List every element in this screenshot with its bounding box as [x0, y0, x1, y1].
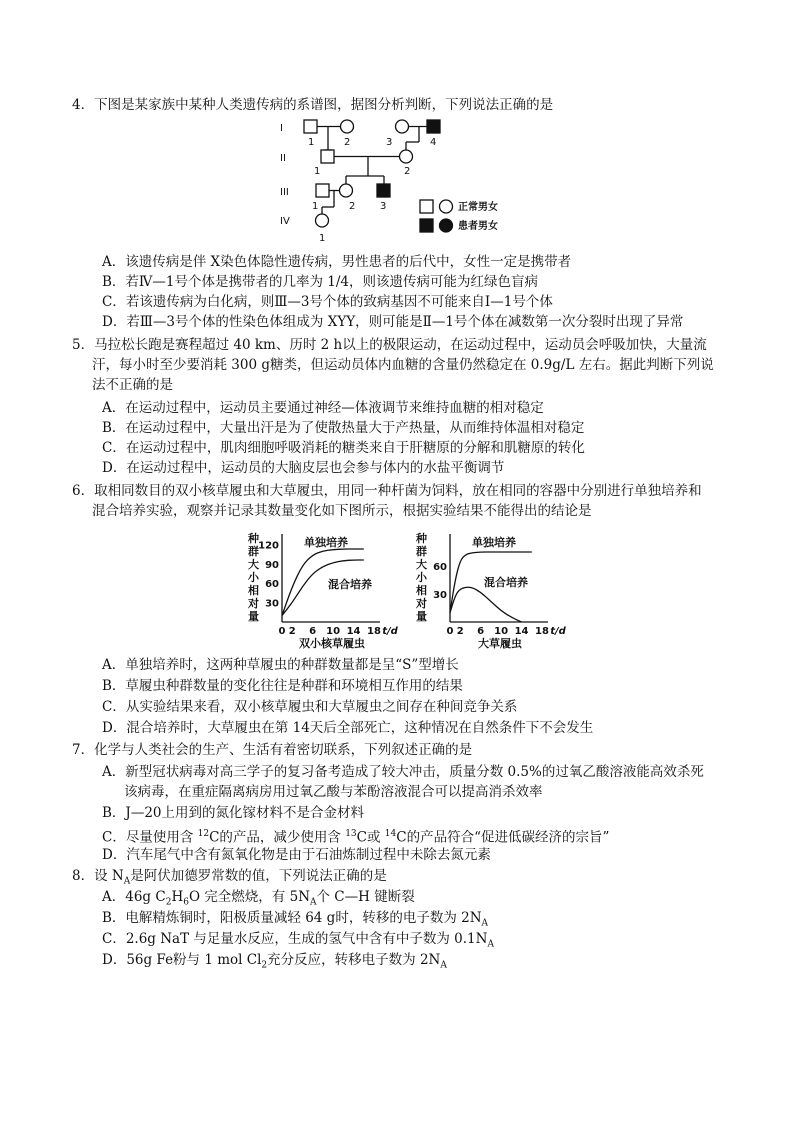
num-II2: 2: [404, 166, 411, 177]
q8-a-t1: A．46g C: [102, 889, 166, 905]
num-I1: 1: [308, 137, 315, 148]
chart-title: 双小核草履虫: [299, 637, 365, 650]
x-tick-label: 0: [446, 626, 454, 637]
x-axis-label: t/d: [550, 626, 566, 637]
legend-normal: 正常男女: [458, 202, 498, 213]
series-label: 单独培养: [304, 536, 348, 549]
q5-option-c: C．在运动过程中，肌肉细胞呼吸消耗的糖类来自于肝糖原的分解和肌糖原的转化: [102, 440, 585, 456]
y-axis-label-char: 对: [248, 597, 259, 610]
q8-stem-text-2: 是阿伏加德罗常数的值，下列说法正确的是: [130, 868, 387, 884]
q7-option-d: D．汽车尾气中含有氮氧化物是由于石油炼制过程中未除去氮元素: [102, 847, 491, 863]
q4-option-d: D．若Ⅲ—3号个体的性染色体组成为 XYY，则可能是Ⅱ—1号个体在减数第一次分裂时出现了异常: [102, 314, 684, 330]
q4-option-a: A．该遗传病是伴 X染色体隐性遗传病，男性患者的后代中，女性一定是携带者: [102, 254, 572, 270]
x-axis-label: t/d: [382, 626, 398, 637]
x-tick-label: 2: [456, 626, 464, 637]
q6-stem-line-2: 混合培养实验，观察并记录其数量变化如下图所示，根据实验结果不能得出的结论是: [92, 503, 592, 519]
pedigree-chart: [276, 112, 516, 248]
num-III1: 1: [312, 201, 319, 212]
q7-c-text-3: C或: [356, 829, 385, 846]
q8-b-s1: A: [481, 918, 489, 929]
y-axis-label-char: 群: [416, 545, 427, 558]
gen-label-2: II: [280, 153, 286, 164]
q7-c-text-1: C．尽量使用含: [102, 829, 198, 846]
y-tick-label: 30: [433, 590, 447, 601]
q8-c-t1: C．2.6g NaT 与足量水反应，生成的氢气中含有中子数为 0.1N: [102, 931, 488, 947]
q6-option-a: A．单独培养时，这两种草履虫的种群数量都是呈“S”型增长: [102, 657, 459, 673]
q8-d-s1: 2: [261, 960, 268, 971]
x-tick-label: 10: [326, 626, 341, 637]
y-axis-label-char: 种: [416, 532, 427, 545]
y-axis-label-char: 大: [248, 558, 259, 571]
series-label: 混合培养: [484, 576, 528, 589]
num-II1: 1: [314, 166, 321, 177]
q8-stem-sub: A: [123, 876, 131, 887]
q8-b-t1: B．电解精炼铜时，阳极质量减轻 64 g时，转移的电子数为 2N: [102, 910, 482, 926]
y-tick-label: 30: [265, 598, 279, 610]
series-label: 单独培养: [472, 536, 516, 549]
y-axis-label-char: 量: [416, 610, 427, 623]
q8-a-t2: H: [171, 889, 184, 905]
series-line-mixed: [450, 587, 522, 622]
q7-option-a-line-1: A．新型冠状病毒对高三学子的复习备考造成了较大冲击，质量分数 0.5%的过氧乙酸溶液能高效杀死: [102, 764, 704, 780]
q8-a-s1: 2: [165, 897, 172, 908]
y-tick-label: 60: [265, 579, 279, 591]
x-tick-label: 10: [494, 626, 509, 637]
y-axis-label-char: 相: [416, 584, 427, 597]
x-tick-label: 6: [477, 626, 485, 637]
q5-stem-line-2: 汗，每小时至少要消耗 300 g糖类，但运动员体内血糖的含量仍然稳定在 0.9g/L 左右。据此判断下列说: [92, 357, 714, 373]
q7-c-sup-2: 13: [345, 829, 357, 839]
y-axis-label-char: 小: [416, 571, 427, 584]
chart-didinium: [244, 530, 398, 650]
q7-c-text-2: C的产品，减少使用含: [209, 829, 346, 846]
q4-option-c: C．若该遗传病为白化病，则Ⅲ—3号个体的致病基因不可能来自Ⅰ—1号个体: [102, 294, 553, 310]
q7-option-a-line-2: 该病毒，在重症隔离病房用过氧乙酸与苯酚溶液混合可以提高消杀效率: [124, 784, 543, 800]
num-I2: 2: [344, 137, 351, 148]
x-tick-label: 14: [514, 626, 529, 637]
y-axis-label-char: 相: [248, 584, 259, 597]
q8-stem-text-1: 8．设 N: [72, 868, 124, 884]
num-IV1: 1: [319, 233, 326, 244]
q6-option-d: D．混合培养时，大草履虫在第 14天后全部死亡，这种情况在自然条件下不会发生: [102, 720, 594, 736]
y-tick-label: 90: [265, 559, 279, 571]
num-I3: 3: [386, 137, 393, 148]
y-axis-label-char: 种: [248, 532, 259, 545]
q7-c-sup-3: 14: [384, 829, 397, 839]
q5-option-d: D．在运动过程中，运动员的大脑皮层也会参与体内的水盐平衡调节: [102, 460, 505, 476]
q5-stem-line-1: 5．马拉松长跑是赛程超过 40 km、历时 2 h以上的极限运动，在运动过程中，运动员会呼吸加快，大量流: [72, 337, 707, 353]
q8-a-s2: 6: [183, 897, 189, 908]
q5-option-a: A．在运动过程中，运动员主要通过神经—体液调节来维持血糖的相对稳定: [102, 400, 544, 416]
q5-stem-line-3: 法不正确的是: [92, 377, 173, 393]
gen-label-4: IV: [280, 216, 290, 227]
legend-affected: 患者男女: [458, 221, 498, 232]
q8-c-s1: A: [487, 939, 494, 950]
y-axis-label-char: 大: [416, 558, 427, 571]
gen-label-1: I: [280, 123, 283, 134]
q5-option-b: B．在运动过程中，大量出汗是为了使散热量大于产热量，从而维持体温相对稳定: [102, 420, 585, 436]
q6-option-c: C．从实验结果来看，双小核草履虫和大草履虫之间存在种间竞争关系: [102, 699, 518, 715]
y-axis-label-char: 量: [248, 610, 259, 623]
num-III3: 3: [380, 201, 387, 212]
q7-c-sup-1: 12: [197, 829, 210, 839]
q8-a-t3: O 完全燃烧，有 5N: [188, 889, 311, 905]
num-III2: 2: [349, 201, 356, 212]
q7-option-b: B．J—20上用到的氮化镓材料不是合金材料: [102, 805, 365, 821]
q8-a-s3: A: [310, 897, 317, 908]
chart-title: 大草履虫: [478, 637, 522, 650]
chart-paramecium: [412, 530, 566, 650]
x-tick-label: 0: [278, 626, 286, 637]
q8-d-t2: 充分反应，转移电子数为 2N: [267, 952, 441, 968]
gen-label-3: III: [280, 187, 289, 198]
q4-stem: 4．下图是某家族中某种人类遗传病的系谱图，据图分析判断，下列说法正确的是: [72, 97, 554, 113]
num-I4: 4: [430, 137, 437, 148]
y-axis-label-char: 小: [248, 571, 259, 584]
y-tick-label: 120: [258, 540, 279, 552]
q7-option-c: [102, 825, 609, 847]
q4-option-b: B．若Ⅳ—1号个体是携带者的几率为 1/4，则该遗传病可能为红绿色盲病: [102, 274, 539, 290]
y-axis-label-char: 对: [416, 597, 427, 610]
x-tick-label: 18: [367, 626, 381, 637]
q8-a-t4: 个 C—H 键断裂: [316, 889, 415, 905]
y-tick-label: 60: [433, 562, 447, 573]
q6-stem-line-1: 6．取相同数目的双小核草履虫和大草履虫，用同一种杆菌为饲料，放在相同的容器中分别进行单独培养和: [72, 483, 702, 499]
q8-d-s2: A: [440, 960, 447, 971]
y-axis-label-char: 群: [248, 545, 259, 558]
q7-stem: 7．化学与人类社会的生产、生活有着密切联系，下列叙述正确的是: [72, 742, 473, 758]
q7-c-text-4: C的产品符合“促进低碳经济的宗旨”: [396, 829, 610, 846]
x-tick-label: 2: [288, 626, 296, 637]
q8-d-t1: D．56g Fe粉与 1 mol Cl: [102, 952, 262, 968]
series-label: 混合培养: [328, 578, 372, 591]
q8-option-d: [102, 951, 447, 975]
x-tick-label: 18: [535, 626, 549, 637]
x-tick-label: 6: [309, 626, 317, 637]
q6-option-b: B．草履虫种群数量的变化往往是种群和环境相互作用的结果: [102, 678, 463, 694]
x-tick-label: 14: [346, 626, 361, 637]
